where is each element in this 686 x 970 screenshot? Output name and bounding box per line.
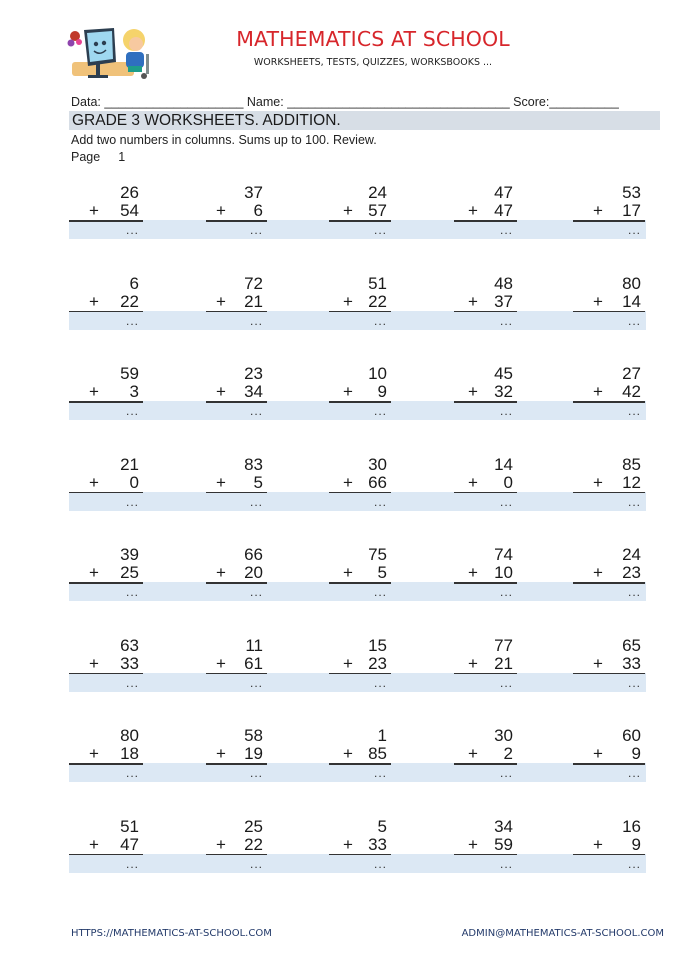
answer-field[interactable]: ... [373,223,387,237]
addition-problem [454,817,517,877]
addition-problem [329,364,391,424]
addend-top: 30 [368,454,387,474]
data-field[interactable]: ____________________ [104,95,244,109]
sum-line [454,673,517,675]
sum-line [69,673,143,675]
addend-top: 72 [244,273,263,293]
answer-field[interactable]: ... [125,494,139,509]
plus-sign: + [343,744,353,763]
sum-line [69,220,143,222]
page-label: Page [71,150,101,164]
score-label: Score: [513,95,550,109]
addition-problem [329,817,391,877]
sum-line [329,220,391,222]
problem-row [69,455,646,546]
sum-line [573,854,645,856]
worksheet-instructions: Add two numbers in columns. Sums up to 100. Review. [71,133,377,147]
addend-bottom: 33 [120,653,139,673]
sum-line [454,311,517,313]
sum-line [69,311,143,313]
answer-field[interactable]: ... [125,404,139,418]
addend-top: 85 [622,454,641,474]
answer-field[interactable]: ... [499,675,513,690]
problem-row [69,726,646,817]
addend-top: 83 [244,454,263,474]
addend-top: 16 [622,816,641,836]
addition-problem [454,364,517,424]
addition-problem [69,455,143,515]
answer-field[interactable]: ... [499,585,513,599]
answer-field[interactable]: ... [499,494,513,509]
addend-top: 39 [120,545,139,564]
addend-bottom: 6 [253,201,263,220]
addend-top: 24 [622,545,641,564]
addend-top: 24 [368,183,387,202]
sum-line [69,401,143,403]
answer-field[interactable]: ... [249,313,263,328]
plus-sign: + [343,472,353,492]
plus-sign: + [593,744,603,763]
problem-row [69,817,646,908]
plus-sign: + [343,291,353,311]
addend-top: 60 [622,726,641,745]
answer-field[interactable]: ... [499,856,513,871]
addend-bottom: 59 [494,834,513,854]
addend-top: 75 [368,545,387,564]
addend-bottom: 17 [622,201,641,220]
plus-sign: + [343,834,353,854]
data-label: Data: [71,95,101,109]
addend-bottom: 85 [368,744,387,763]
problem-row [69,274,646,365]
answer-field[interactable]: ... [249,494,263,509]
sum-line [329,311,391,313]
addition-problem [573,364,645,424]
answer-field[interactable]: ... [499,404,513,418]
addend-top: 25 [244,816,263,836]
sum-line [573,582,645,584]
addend-top: 51 [368,273,387,293]
addend-bottom: 19 [244,744,263,763]
addend-bottom: 23 [368,653,387,673]
plus-sign: + [216,563,226,582]
addition-problem [573,183,645,243]
sum-line [206,854,267,856]
sum-line [454,763,517,765]
answer-field[interactable]: ... [125,313,139,328]
addend-top: 74 [494,545,513,564]
answer-field[interactable]: ... [627,766,641,780]
addend-bottom: 21 [244,291,263,311]
addend-bottom: 5 [253,472,263,492]
answer-field[interactable]: ... [627,494,641,509]
plus-sign: + [593,834,603,854]
answer-field[interactable]: ... [499,766,513,780]
addition-problem [206,183,267,243]
name-field[interactable]: ________________________________ [287,95,510,109]
addend-bottom: 5 [377,563,387,582]
sum-line [454,492,517,494]
answer-field[interactable]: ... [373,404,387,418]
plus-sign: + [89,834,99,854]
footer-website-link[interactable]: HTTPS://MATHEMATICS-AT-SCHOOL.COM [71,928,272,939]
addition-problem [329,636,391,696]
addition-problem [454,274,517,334]
answer-field[interactable]: ... [627,223,641,237]
plus-sign: + [468,744,478,763]
addend-bottom: 22 [368,291,387,311]
addend-top: 51 [120,816,139,836]
addend-top: 47 [494,183,513,202]
addend-bottom: 57 [368,201,387,220]
addend-top: 58 [244,726,263,745]
sum-line [573,673,645,675]
addend-top: 34 [494,816,513,836]
plus-sign: + [343,563,353,582]
addend-bottom: 10 [494,563,513,582]
worksheet-title: GRADE 3 WORKSHEETS. ADDITION. [72,112,341,129]
answer-field[interactable]: ... [373,675,387,690]
addition-problem [329,274,391,334]
answer-field[interactable]: ... [627,404,641,418]
addition-problem [69,817,143,877]
sum-line [69,854,143,856]
addition-problem [573,455,645,515]
answer-field[interactable]: ... [627,675,641,690]
addend-bottom: 2 [503,744,513,763]
addend-top: 63 [120,635,139,655]
addend-top: 14 [494,454,513,474]
answer-field[interactable]: ... [249,766,263,780]
addition-problem [573,636,645,696]
sum-line [329,492,391,494]
addition-problem [69,274,143,334]
plus-sign: + [593,653,603,673]
plus-sign: + [593,291,603,311]
plus-sign: + [468,563,478,582]
sum-line [206,401,267,403]
sum-line [206,582,267,584]
plus-sign: + [468,201,478,220]
sum-line [573,311,645,313]
addition-problem [206,274,267,334]
addition-problem [573,545,645,605]
addition-problem [69,183,143,243]
plus-sign: + [89,744,99,763]
page-indicator [71,150,125,164]
answer-field[interactable]: ... [249,585,263,599]
addition-problem [206,364,267,424]
addition-problem [206,636,267,696]
addend-bottom: 18 [120,744,139,763]
addend-top: 66 [244,545,263,564]
addition-problem [454,636,517,696]
answer-field[interactable]: ... [373,494,387,509]
answer-field[interactable]: ... [125,856,139,871]
addend-bottom: 66 [368,472,387,492]
addition-problem [206,817,267,877]
plus-sign: + [468,291,478,311]
problem-row [69,545,646,636]
addition-problem [573,817,645,877]
answer-field[interactable]: ... [249,404,263,418]
addition-problem [454,455,517,515]
plus-sign: + [89,472,99,492]
addend-bottom: 37 [494,291,513,311]
addend-top: 23 [244,364,263,383]
answer-field[interactable]: ... [125,585,139,599]
sum-line [573,492,645,494]
plus-sign: + [216,653,226,673]
addend-bottom: 42 [622,382,641,401]
addition-problem [329,455,391,515]
sum-line [206,492,267,494]
addend-bottom: 9 [631,744,641,763]
addition-problem [454,545,517,605]
answer-field[interactable]: ... [627,856,641,871]
sum-line [69,582,143,584]
addend-top: 26 [120,183,139,202]
addend-bottom: 9 [631,834,641,854]
addition-problem [329,545,391,605]
plus-sign: + [216,291,226,311]
answer-field[interactable]: ... [249,675,263,690]
sum-line [454,582,517,584]
addition-problem [69,545,143,605]
plus-sign: + [89,563,99,582]
answer-field[interactable]: ... [373,585,387,599]
sum-line [329,763,391,765]
answer-field[interactable]: ... [249,856,263,871]
plus-sign: + [216,472,226,492]
addend-bottom: 22 [244,834,263,854]
footer-email-link[interactable]: ADMIN@MATHEMATICS-AT-SCHOOL.COM [461,928,664,939]
addend-bottom: 47 [494,201,513,220]
sum-line [454,220,517,222]
addend-top: 21 [120,454,139,474]
plus-sign: + [593,563,603,582]
addend-bottom: 54 [120,201,139,220]
plus-sign: + [343,382,353,401]
sum-line [69,763,143,765]
plus-sign: + [216,382,226,401]
page-header [0,0,686,90]
addition-problem [69,726,143,786]
addend-top: 15 [368,635,387,655]
score-field[interactable]: __________ [549,95,619,109]
addition-problem [329,726,391,786]
student-info-line [71,95,619,109]
addition-problem [206,726,267,786]
site-title: MATHEMATICS AT SCHOOL [236,27,510,51]
name-label: Name: [246,95,284,109]
sum-line [329,582,391,584]
sum-line [573,220,645,222]
addend-top: 48 [494,273,513,293]
sum-line [329,401,391,403]
sum-line [329,854,391,856]
addend-bottom: 33 [368,834,387,854]
answer-field[interactable]: ... [373,856,387,871]
addition-problem [206,545,267,605]
addend-top: 10 [368,364,387,383]
addend-top: 80 [120,726,139,745]
addend-top: 80 [622,273,641,293]
addend-bottom: 0 [503,472,513,492]
addend-top: 6 [129,273,139,293]
addition-problem [573,274,645,334]
answer-field[interactable]: ... [249,223,263,237]
plus-sign: + [468,834,478,854]
addition-problem [69,636,143,696]
answer-field[interactable]: ... [125,675,139,690]
plus-sign: + [216,834,226,854]
addend-bottom: 22 [120,291,139,311]
plus-sign: + [216,744,226,763]
plus-sign: + [343,201,353,220]
plus-sign: + [89,382,99,401]
plus-sign: + [343,653,353,673]
addend-bottom: 61 [244,653,263,673]
answer-field[interactable]: ... [125,766,139,780]
problem-row [69,183,646,274]
plus-sign: + [468,472,478,492]
addend-bottom: 23 [622,563,641,582]
addend-bottom: 32 [494,382,513,401]
page-number: 1 [118,150,126,164]
answer-field[interactable]: ... [499,313,513,328]
addend-bottom: 20 [244,563,263,582]
plus-sign: + [89,653,99,673]
sum-line [206,311,267,313]
site-subtitle: WORKSHEETS, TESTS, QUIZZES, WORKSBOOKS ... [253,57,493,68]
addend-bottom: 9 [377,382,387,401]
answer-field[interactable]: ... [627,313,641,328]
problem-row [69,636,646,727]
addition-problem [573,726,645,786]
plus-sign: + [593,201,603,220]
addend-bottom: 34 [244,382,263,401]
child-at-computer-logo-icon [66,26,162,82]
addition-problem [454,183,517,243]
sum-line [454,854,517,856]
plus-sign: + [89,201,99,220]
sum-line [206,220,267,222]
addition-problem [206,455,267,515]
answer-field[interactable]: ... [499,223,513,237]
addend-bottom: 21 [494,653,513,673]
addend-top: 65 [622,635,641,655]
sum-line [206,763,267,765]
addend-bottom: 47 [120,834,139,854]
addend-top: 11 [245,635,263,655]
addend-bottom: 0 [129,472,139,492]
plus-sign: + [89,291,99,311]
addend-top: 59 [120,364,139,383]
plus-sign: + [468,653,478,673]
problem-row [69,364,646,455]
plus-sign: + [593,382,603,401]
answer-field[interactable]: ... [125,223,139,237]
answer-field[interactable]: ... [627,585,641,599]
addend-bottom: 12 [622,472,641,492]
sum-line [573,401,645,403]
worksheet-title-band [69,111,660,130]
answer-field[interactable]: ... [373,766,387,780]
sum-line [573,763,645,765]
addend-top: 45 [494,364,513,383]
addend-top: 37 [244,183,263,202]
addend-bottom: 14 [622,291,641,311]
addend-top: 5 [377,816,387,836]
addend-top: 77 [494,635,513,655]
addend-top: 53 [622,183,641,202]
addition-problem [329,183,391,243]
sum-line [206,673,267,675]
answer-field[interactable]: ... [373,313,387,328]
addend-bottom: 25 [120,563,139,582]
sum-line [329,673,391,675]
addend-top: 30 [494,726,513,745]
sum-line [69,492,143,494]
plus-sign: + [468,382,478,401]
problems-grid [69,183,646,907]
addition-problem [454,726,517,786]
addend-top: 1 [377,726,387,745]
addend-bottom: 3 [129,382,139,401]
sum-line [454,401,517,403]
plus-sign: + [593,472,603,492]
addend-bottom: 33 [622,653,641,673]
addition-problem [69,364,143,424]
plus-sign: + [216,201,226,220]
addend-top: 27 [622,364,641,383]
